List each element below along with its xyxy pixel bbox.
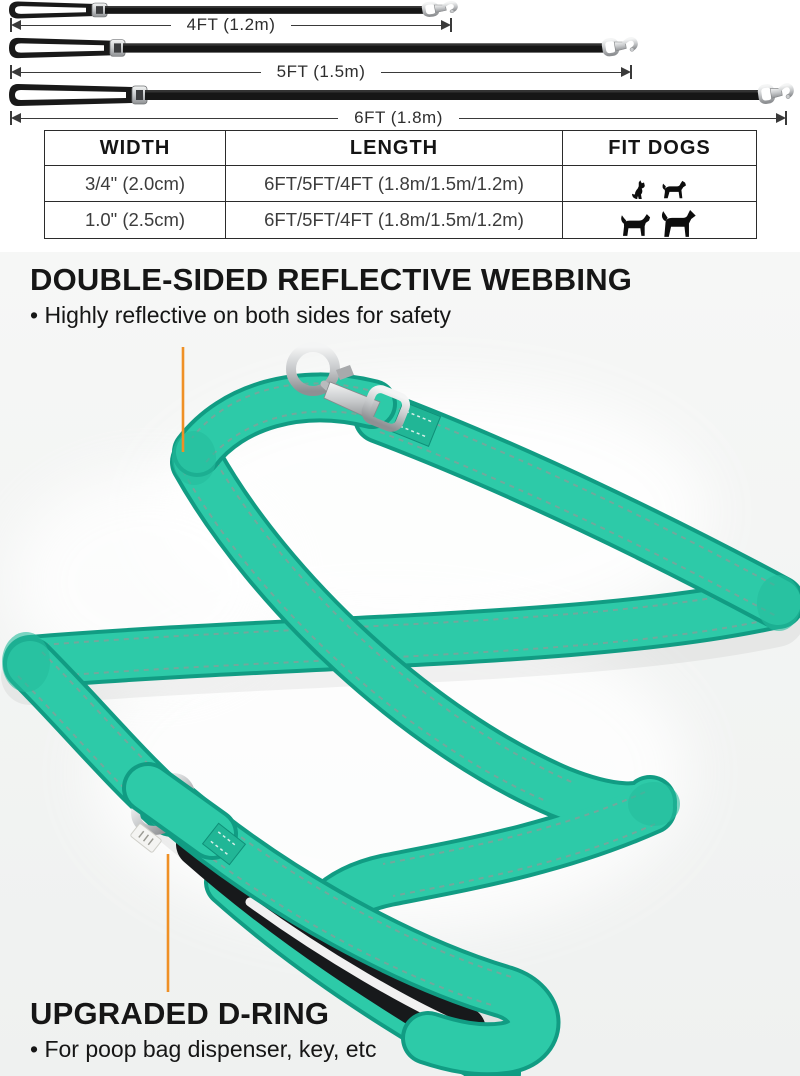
webbing-feature-title: DOUBLE-SIDED REFLECTIVE WEBBING (30, 262, 633, 297)
fit-dogs-cell (563, 202, 757, 239)
black-leash-6ft (6, 82, 794, 108)
snap-hook-icon (423, 0, 457, 16)
leash-photo (0, 252, 800, 1076)
size-diagram (0, 0, 800, 130)
small-terrier-dog-icon (659, 179, 691, 201)
header-width: WIDTH (45, 131, 226, 166)
large-dog-icon (659, 210, 701, 238)
snap-hook-icon (759, 83, 793, 103)
fit-dogs-cell (563, 166, 757, 202)
dimension-arrow-5ft (10, 64, 632, 80)
header-fit-dogs: FIT DOGS (563, 131, 757, 166)
table-row (45, 166, 757, 202)
dimension-label-5ft: 5FT (1.5m) (273, 62, 370, 82)
spec-table (44, 130, 757, 239)
width-cell: 3/4" (2.0cm) (45, 166, 226, 202)
medium-dog-icon (619, 212, 653, 238)
table-row (45, 202, 757, 239)
table-header-row (45, 131, 757, 166)
dimension-label-6ft: 6FT (1.8m) (350, 108, 447, 128)
length-cell: 6FT/5FT/4FT (1.8m/1.5m/1.2m) (226, 166, 563, 202)
length-cell: 6FT/5FT/4FT (1.8m/1.5m/1.2m) (226, 202, 563, 239)
dimension-label-4ft: 4FT (1.2m) (183, 15, 280, 35)
dring-feature-bullet: • For poop bag dispenser, key, etc (30, 1036, 377, 1062)
header-length: LENGTH (226, 131, 563, 166)
small-sitting-dog-icon (629, 179, 653, 201)
width-cell: 1.0" (2.5cm) (45, 202, 226, 239)
dring-feature-title: UPGRADED D-RING (30, 996, 330, 1031)
product-photo-section (0, 252, 800, 1076)
snap-hook-icon (603, 37, 637, 56)
webbing-feature-bullet: • Highly reflective on both sides for safety (30, 302, 451, 328)
dimension-arrow-4ft (10, 17, 452, 33)
dimension-arrow-6ft (10, 110, 787, 126)
black-leash-5ft (6, 36, 638, 60)
